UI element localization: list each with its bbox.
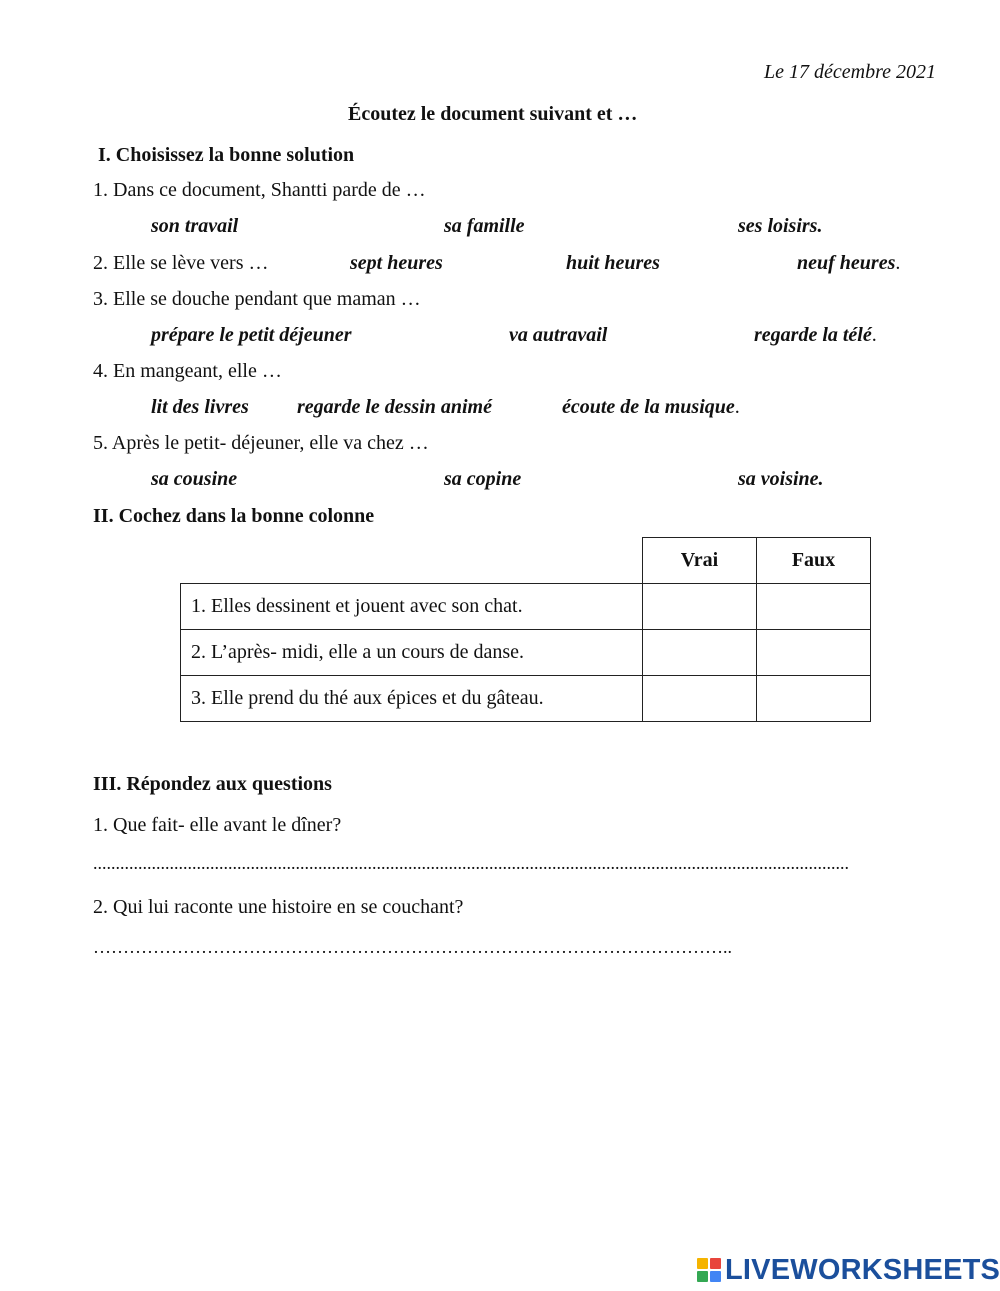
q3-option-3-wrap: [754, 325, 877, 345]
q3-text: 3. Elle se douche pendant que maman …: [93, 288, 421, 310]
logo-text: LIVEWORKSHEETS: [725, 1253, 1000, 1286]
statement-1: 1. Elles dessinent et jouent avec son chat.: [181, 584, 643, 630]
table-row: [181, 630, 871, 676]
q5-text: 5. Après le petit- déjeuner, elle va chez …: [93, 432, 429, 454]
section3-heading: III. Répondez aux questions: [93, 773, 332, 795]
q5-option-2[interactable]: sa copine: [444, 468, 522, 490]
q2-end-punct: .: [895, 252, 901, 274]
q3-option-3[interactable]: regarde la télé: [754, 324, 872, 346]
q3-option-2[interactable]: va autravail: [509, 324, 608, 346]
q3-end-punct: .: [871, 324, 877, 346]
table-row: [181, 676, 871, 722]
s3-question-1: 1. Que fait- elle avant le dîner?: [93, 814, 342, 836]
q2-option-3[interactable]: neuf heures: [797, 252, 896, 274]
statement-2: 2. L’après- midi, elle a un cours de danse.: [181, 630, 643, 676]
date: Le 17 décembre 2021: [764, 61, 936, 83]
q1-option-3[interactable]: ses loisirs.: [738, 215, 823, 237]
section2-heading: II. Cochez dans la bonne colonne: [93, 505, 375, 527]
q4-option-1[interactable]: lit des livres: [151, 396, 249, 418]
q4-option-2[interactable]: regarde le dessin animé: [297, 396, 492, 418]
q3-option-1[interactable]: prépare le petit déjeuner: [151, 324, 352, 346]
q2-text: 2. Elle se lève vers …: [93, 252, 269, 274]
logo-blocks-icon: [697, 1258, 721, 1282]
q2-option-1[interactable]: sept heures: [350, 252, 443, 274]
table-row: [181, 584, 871, 630]
q5-option-1[interactable]: sa cousine: [151, 468, 238, 490]
table-header-row: [181, 538, 871, 584]
true-false-table: [180, 537, 871, 722]
row3-faux-cell[interactable]: [757, 676, 871, 722]
q4-option-3-wrap: [562, 397, 740, 417]
page-title: Écoutez le document suivant et …: [348, 103, 638, 125]
q1-text: 1. Dans ce document, Shantti parde de …: [93, 179, 426, 201]
q4-text: 4. En mangeant, elle …: [93, 360, 282, 382]
s3-answer-line-1[interactable]: ........................................................................................................................................................................: [93, 854, 849, 872]
row3-vrai-cell[interactable]: [643, 676, 757, 722]
s3-question-2: 2. Qui lui raconte une histoire en se couchant?: [93, 896, 464, 918]
logo-block: [710, 1258, 721, 1269]
column-faux: Faux: [757, 538, 871, 584]
statement-3: 3. Elle prend du thé aux épices et du gâteau.: [181, 676, 643, 722]
q2-option-3-wrap: [797, 253, 900, 273]
table-header-empty: [181, 538, 643, 584]
logo-block: [697, 1258, 708, 1269]
row1-vrai-cell[interactable]: [643, 584, 757, 630]
logo-block: [697, 1271, 708, 1282]
liveworksheets-logo: [697, 1255, 1000, 1285]
row1-faux-cell[interactable]: [757, 584, 871, 630]
q1-option-2[interactable]: sa famille: [444, 215, 525, 237]
q2-option-2[interactable]: huit heures: [566, 252, 660, 274]
s3-answer-line-2[interactable]: ……………………………………………………………………………………………..: [93, 938, 732, 956]
column-vrai: Vrai: [643, 538, 757, 584]
q5-option-3[interactable]: sa voisine.: [738, 468, 824, 490]
row2-vrai-cell[interactable]: [643, 630, 757, 676]
q4-end-punct: .: [734, 396, 740, 418]
row2-faux-cell[interactable]: [757, 630, 871, 676]
q4-option-3[interactable]: écoute de la musique: [562, 396, 735, 418]
q1-option-1[interactable]: son travail: [151, 215, 239, 237]
section1-heading: I. Choisissez la bonne solution: [98, 144, 355, 166]
logo-block: [710, 1271, 721, 1282]
